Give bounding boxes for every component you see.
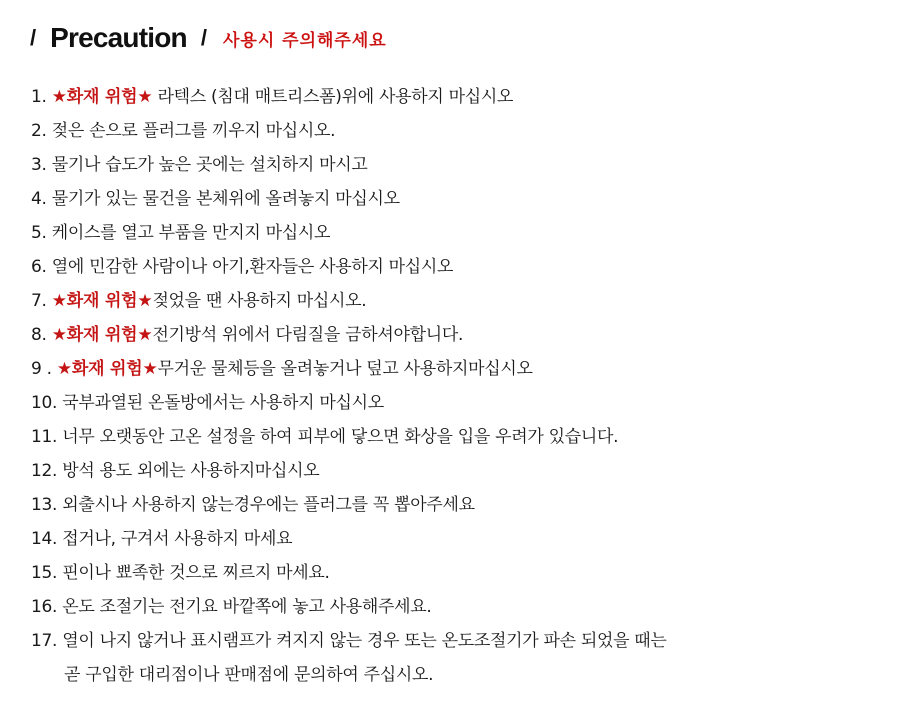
item-number: 8. [31, 325, 52, 345]
star-icon: ★ [51, 87, 67, 107]
item-number: 10. [31, 393, 63, 413]
item-text: 너무 오랫동안 고온 설정을 하여 피부에 닿으면 화상을 입을 우려가 있습니다. [62, 427, 619, 447]
fire-hazard-label: 화재 위험 [66, 291, 138, 311]
star-icon: ★ [56, 359, 72, 379]
item-text: 물기나 습도가 높은 곳에는 설치하지 마시고 [51, 155, 368, 175]
page-subtitle: 사용시 주의해주세요 [222, 30, 387, 51]
item-text: 케이스를 열고 부품을 만지지 마십시오 [51, 223, 331, 243]
item-number: 17. [31, 631, 63, 651]
list-item [31, 386, 891, 420]
item-text: 라텍스 (침대 매트리스폼)위에 사용하지 마십시오 [152, 87, 514, 107]
list-item [31, 556, 891, 590]
item-number: 3. [31, 155, 52, 175]
page-title: Precaution [50, 22, 187, 53]
item-number: 11. [31, 427, 63, 447]
fire-hazard-badge [52, 325, 153, 345]
list-item [31, 318, 891, 352]
item-text: 물기가 있는 물건을 본체위에 올려놓지 마십시오 [51, 189, 400, 209]
item-line [31, 624, 891, 658]
item-number: 6. [31, 257, 52, 277]
list-item [31, 148, 891, 182]
star-icon: ★ [137, 87, 153, 107]
item-number: 1. [31, 87, 52, 107]
list-item [31, 216, 891, 250]
list-item [31, 522, 891, 556]
item-number: 12. [31, 461, 63, 481]
star-icon: ★ [137, 325, 153, 345]
item-text: 젖은 손으로 플러그를 끼우지 마십시오. [51, 121, 336, 141]
list-item [31, 250, 891, 284]
fire-hazard-badge [52, 291, 153, 311]
star-icon: ★ [142, 359, 158, 379]
item-number: 15. [31, 563, 63, 583]
item-text: 외출시나 사용하지 않는경우에는 플러그를 꼭 뽑아주세요 [62, 495, 475, 515]
item-number: 13. [31, 495, 63, 515]
item-text: 열에 민감한 사람이나 아기,환자들은 사용하지 마십시오 [51, 257, 454, 277]
list-item [31, 420, 891, 454]
list-item [31, 352, 891, 386]
item-text: 젖었을 땐 사용하지 마십시오. [152, 291, 367, 311]
item-number: 7. [31, 291, 52, 311]
fire-hazard-label: 화재 위험 [66, 325, 138, 345]
list-item [31, 454, 891, 488]
precaution-list [31, 80, 891, 692]
star-icon: ★ [51, 325, 67, 345]
fire-hazard-label: 화재 위험 [71, 359, 143, 379]
item-text: 무거운 물체등을 올려놓거나 덮고 사용하지마십시오 [157, 359, 533, 379]
item-text: 핀이나 뾰족한 것으로 찌르지 마세요. [62, 563, 330, 583]
item-text: 전기방석 위에서 다림질을 금하셔야합니다. [152, 325, 464, 345]
item-number: 4. [31, 189, 52, 209]
item-text-continued: 곧 구입한 대리점이나 판매점에 문의하여 주십시오. [64, 665, 434, 685]
item-number: 2. [31, 121, 52, 141]
fire-hazard-badge [57, 359, 158, 379]
item-text: 접거나, 구겨서 사용하지 마세요 [62, 529, 293, 549]
list-item [31, 590, 891, 624]
list-item [31, 182, 891, 216]
item-number: 16. [31, 597, 63, 617]
title-separator: / [200, 25, 207, 50]
item-text: 온도 조절기는 전기요 바깥쪽에 놓고 사용해주세요. [62, 597, 432, 617]
item-number: 9 . [31, 359, 57, 379]
list-item [31, 284, 891, 318]
star-icon: ★ [51, 291, 67, 311]
fire-hazard-label: 화재 위험 [66, 87, 138, 107]
fire-hazard-badge [52, 87, 153, 107]
item-text: 방석 용도 외에는 사용하지마십시오 [62, 461, 320, 481]
list-item [31, 624, 891, 692]
title-separator: / [30, 25, 37, 50]
list-item [31, 114, 891, 148]
list-item [31, 80, 891, 114]
item-text: 열이 나지 않거나 표시램프가 켜지지 않는 경우 또는 온도조절기가 파손 되었을 때는 [62, 631, 667, 651]
item-text: 국부과열된 온돌방에서는 사용하지 마십시오 [62, 393, 384, 413]
list-item [31, 488, 891, 522]
item-number: 14. [31, 529, 63, 549]
page-header [30, 18, 387, 58]
item-number: 5. [31, 223, 52, 243]
star-icon: ★ [137, 291, 153, 311]
